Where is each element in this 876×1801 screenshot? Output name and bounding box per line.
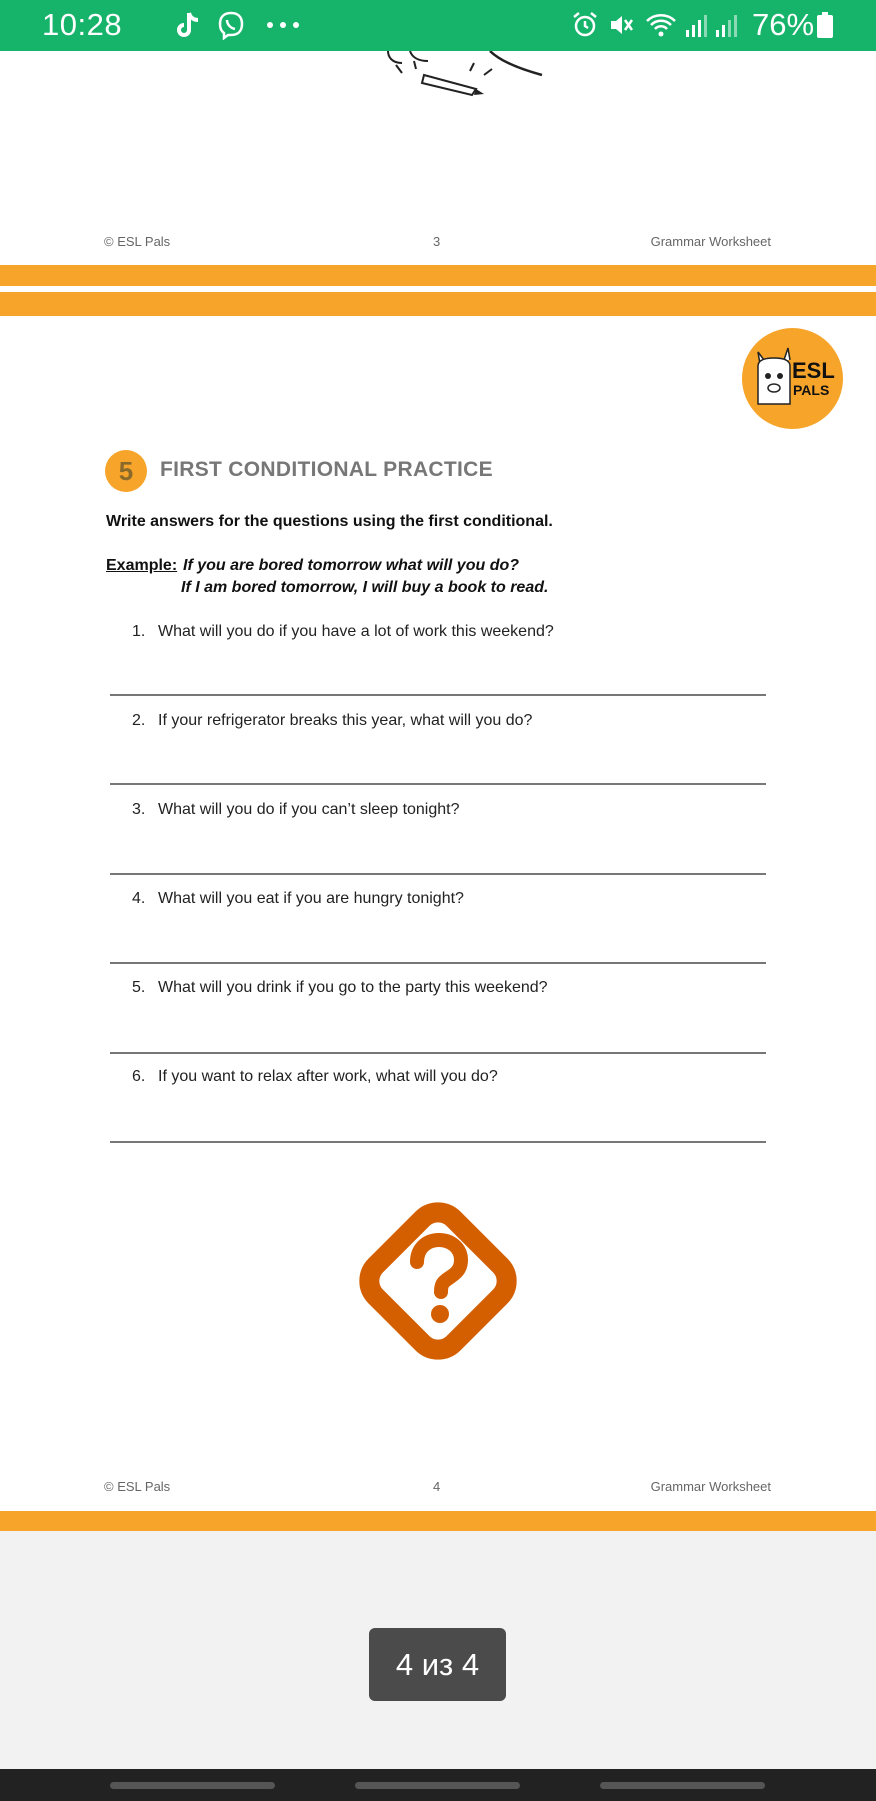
question-text: If your refrigerator breaks this year, what will you do?: [158, 712, 533, 729]
instruction-text: Write answers for the questions using the first conditional.: [106, 513, 553, 530]
status-bar: [0, 0, 876, 51]
page-bottom-bar: [0, 265, 876, 286]
answer-line: [110, 694, 766, 696]
question-number: 5.: [132, 979, 146, 996]
question-text: What will you drink if you go to the party this weekend?: [158, 979, 548, 996]
question-text: What will you eat if you are hungry tonight?: [158, 890, 464, 907]
section-number-badge: 5: [105, 450, 147, 492]
nav-home-button[interactable]: [355, 1782, 520, 1789]
example-answer: If I am bored tomorrow, I will buy a book to read.: [181, 579, 549, 596]
question-item: [132, 801, 460, 819]
answer-line: [110, 962, 766, 964]
page-indicator: 4 из 4: [369, 1628, 506, 1701]
navigation-bar: [0, 1769, 876, 1801]
wifi-icon: [644, 10, 678, 40]
question-item: [132, 890, 464, 908]
signal-icon: [714, 10, 740, 40]
battery-icon: [814, 10, 836, 40]
footer-doc-title: Grammar Worksheet: [650, 234, 771, 249]
logo-text-esl: ESL: [792, 358, 835, 383]
example-label: Example:: [106, 557, 178, 574]
esl-pals-logo: [742, 328, 843, 429]
question-number: 2.: [132, 712, 146, 729]
alarm-icon: [570, 10, 600, 40]
footer-doc-title: Grammar Worksheet: [650, 1479, 771, 1494]
footer-page-number: 4: [433, 1479, 441, 1494]
logo-text-pals: PALS: [793, 382, 830, 398]
nav-recent-button[interactable]: [110, 1782, 275, 1789]
nav-back-button[interactable]: [600, 1782, 765, 1789]
answer-line: [110, 1141, 766, 1143]
hand-writing-illustration: [380, 51, 570, 107]
battery-level: 76%: [752, 7, 815, 42]
question-item: [132, 623, 554, 641]
question-number: 6.: [132, 1068, 146, 1085]
question-item: [132, 1068, 498, 1086]
question-text: What will you do if you have a lot of work this weekend?: [158, 623, 554, 640]
page-top-bar: [0, 292, 876, 316]
llama-icon: [752, 346, 796, 412]
example-question: If you are bored tomorrow what will you do?: [183, 557, 520, 574]
signal-icon: [684, 10, 710, 40]
answer-line: [110, 873, 766, 875]
answer-line: [110, 783, 766, 785]
mute-icon: [606, 10, 636, 40]
question-number: 1.: [132, 623, 146, 640]
section-title: FIRST CONDITIONAL PRACTICE: [160, 458, 493, 481]
footer-copyright: © ESL Pals: [104, 1479, 171, 1494]
more-dots-icon: [266, 10, 300, 40]
footer-copyright: © ESL Pals: [104, 234, 171, 249]
tiktok-icon: [174, 10, 204, 40]
question-item: [132, 712, 532, 730]
question-item: [132, 979, 548, 997]
viber-icon: [215, 10, 247, 40]
question-text: What will you do if you can’t sleep tonight?: [158, 801, 460, 818]
clock: 10:28: [42, 7, 123, 42]
page-bottom-bar: [0, 1511, 876, 1531]
previous-page: [0, 51, 876, 265]
question-number: 3.: [132, 801, 146, 818]
answer-line: [110, 1052, 766, 1054]
question-mark-icon: [345, 1188, 531, 1374]
question-number: 4.: [132, 890, 146, 907]
footer-page-number: 3: [433, 234, 441, 249]
question-text: If you want to relax after work, what will you do?: [158, 1068, 498, 1085]
